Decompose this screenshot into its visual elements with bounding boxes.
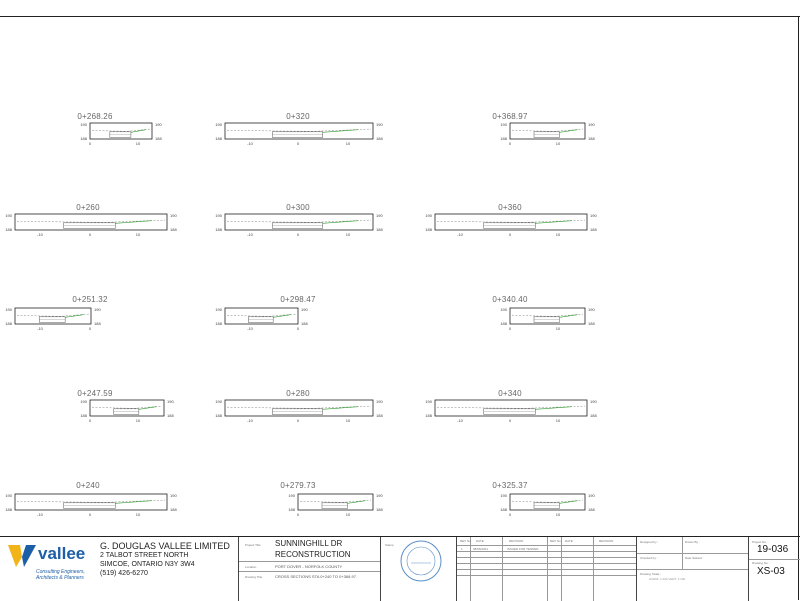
drawing-no-label: Drawing No. : [752,561,771,565]
lower-elevation-right: 188 [170,507,177,512]
upper-elevation-left: 190 [215,122,222,127]
section-frame [225,214,373,230]
rev-no-header-2: REV No. [550,539,562,543]
offset-tick-label: 10 [555,326,561,331]
lower-elevation-left: 188 [5,507,12,512]
engineer-seal-icon [399,539,443,583]
upper-elevation-right: 190 [376,493,383,498]
lower-elevation-right: 188 [588,321,595,326]
upper-elevation-left: 190 [80,399,87,404]
lower-elevation-left: 188 [5,227,12,232]
upper-elevation-right: 190 [167,399,174,404]
company-name: G. DOUGLAS VALLEE LIMITED [100,541,230,551]
rev-text-header: REVISION [509,539,524,543]
station-label: 0+325.37 [492,481,528,490]
project-title-line-2: RECONSTRUCTION [275,550,351,559]
upper-elevation-left: 190 [215,213,222,218]
offset-tick-label: 0 [508,141,512,146]
cross-section-plot [425,399,597,423]
revision-block [456,537,636,601]
station-label: 0+360 [498,203,522,212]
project-title-label: Project Title [245,543,261,547]
offset-tick-label: 0 [296,232,300,237]
upper-elevation-right: 190 [301,307,308,312]
drawing-scale-value: HORIZ. 1:200 VERT. 1:100 [649,577,686,581]
station-label: 0+300 [286,203,310,212]
offset-tick-label: 10 [555,512,561,517]
offset-tick-label: 0 [296,418,300,423]
lower-elevation-right: 188 [155,136,162,141]
company-block [0,537,238,601]
cross-section-plot [5,493,177,517]
upper-elevation-right: 190 [94,307,101,312]
offset-tick-label: 10 [135,232,141,237]
lower-elevation-left: 188 [500,507,507,512]
section-frame [225,308,298,324]
logo-wordmark: vallee [38,544,86,563]
offset-tick-label: -10 [247,141,253,146]
offset-tick-label: 10 [345,512,351,517]
cross-section-plot [215,399,383,423]
upper-elevation-left: 190 [425,213,432,218]
stamp-block [380,537,456,601]
lower-elevation-right: 188 [301,321,308,326]
location-value: PORT DOVER - NORFOLK COUNTY [275,564,343,569]
upper-elevation-right: 190 [590,213,597,218]
upper-elevation-left: 190 [500,122,507,127]
project-title-line-1: SUNNINGHILL DR [275,539,343,548]
rev-date-header: DATE [476,539,484,543]
lower-elevation-left: 188 [425,227,432,232]
project-title-block [238,537,380,601]
sheet-border-top [0,16,800,17]
lower-elevation-right: 188 [376,136,383,141]
station-label: 0+240 [76,481,100,490]
upper-elevation-right: 190 [590,399,597,404]
rev-row-no: 1 [461,547,463,551]
sheet-border-right [798,16,799,600]
cross-section-plot [500,122,595,146]
upper-elevation-right: 190 [588,122,595,127]
upper-elevation-left: 190 [5,493,12,498]
lower-elevation-right: 188 [167,413,174,418]
rev-row-text: ISSUED FOR TENDER [507,547,539,551]
lower-elevation-right: 188 [94,321,101,326]
cross-section-plot [80,399,174,423]
offset-tick-label: -10 [37,512,43,517]
project-no-label: Project No. : [752,540,769,544]
station-label: 0+368.97 [492,112,528,121]
station-label: 0+247.59 [77,389,113,398]
proposed-grade-line [139,407,157,410]
offset-tick-label: 0 [508,418,512,423]
rev-text-header-2: REVISION [599,539,614,543]
station-label: 0+260 [76,203,100,212]
design-info-block [636,537,748,601]
lower-elevation-right: 188 [376,413,383,418]
rev-date-header-2: DATE [565,539,573,543]
offset-tick-label: 0 [296,512,300,517]
company-address-1: 2 TALBOT STREET NORTH [100,552,189,559]
lower-elevation-left: 188 [500,321,507,326]
drawing-title-label: Drawing Title [245,575,263,579]
offset-tick-label: 10 [345,141,351,146]
lower-elevation-right: 188 [376,227,383,232]
upper-elevation-left: 190 [500,493,507,498]
offset-tick-label: 0 [508,512,512,517]
upper-elevation-left: 190 [5,213,12,218]
upper-elevation-left: 190 [5,307,12,312]
lower-elevation-right: 188 [376,507,383,512]
offset-tick-label: -10 [37,326,43,331]
offset-tick-label: -10 [37,232,43,237]
offset-tick-label: 10 [135,141,141,146]
upper-elevation-right: 190 [588,307,595,312]
upper-elevation-right: 190 [376,213,383,218]
cross-section-plot [425,213,597,237]
station-label: 0+251.32 [72,295,108,304]
offset-tick-label: 0 [88,232,92,237]
upper-elevation-right: 190 [376,122,383,127]
offset-tick-label: 0 [88,141,92,146]
upper-elevation-left: 190 [215,307,222,312]
station-label: 0+340 [498,389,522,398]
location-label: Location [245,565,257,569]
upper-elevation-right: 190 [155,122,162,127]
station-label: 0+340.40 [492,295,528,304]
proposed-grade-line [273,315,291,318]
lower-elevation-left: 188 [80,413,87,418]
cross-section-plot [5,213,177,237]
upper-elevation-left: 190 [288,493,295,498]
lower-elevation-right: 188 [588,507,595,512]
logo-tagline-2: Architects & Planners [36,575,84,581]
rev-row-date: 08/06/2021 [473,547,489,551]
section-frame [225,400,373,416]
upper-elevation-right: 190 [170,213,177,218]
drawing-scale-label: Drawing Scale : [640,572,662,576]
offset-tick-label: 10 [345,232,351,237]
cross-section-plot [215,213,383,237]
offset-tick-label: 10 [555,141,561,146]
offset-tick-label: 0 [296,141,300,146]
offset-tick-label: 0 [296,326,300,331]
upper-elevation-right: 190 [588,493,595,498]
upper-elevation-left: 190 [80,122,87,127]
offset-tick-label: -10 [247,232,253,237]
offset-tick-label: 0 [88,326,92,331]
offset-tick-label: -10 [457,418,463,423]
offset-tick-label: 10 [135,418,141,423]
lower-elevation-left: 188 [5,321,12,326]
upper-elevation-right: 190 [376,399,383,404]
offset-tick-label: 10 [135,512,141,517]
station-label: 0+298.47 [280,295,316,304]
drawing-title-value: CROSS SECTIONS STA 0+240 TO 0+368.97 [275,574,356,579]
offset-tick-label: 10 [555,232,561,237]
company-address-2: SIMCOE, ONTARIO N3Y 3W4 [100,561,195,568]
cross-section-plot [500,493,595,517]
cross-section-plot [288,493,383,517]
offset-tick-label: 10 [345,418,351,423]
station-label: 0+279.73 [280,481,316,490]
upper-elevation-left: 190 [215,399,222,404]
offset-tick-label: -10 [247,418,253,423]
lower-elevation-left: 188 [215,227,222,232]
date-started-label: Date Started : [685,556,704,560]
offset-tick-label: 0 [88,512,92,517]
lower-elevation-right: 188 [588,136,595,141]
lower-elevation-left: 188 [80,136,87,141]
section-frame [225,123,373,139]
cross-section-plot [5,307,101,331]
offset-tick-label: -10 [247,326,253,331]
cross-section-plot [215,307,308,331]
station-label: 0+268.26 [77,112,113,121]
upper-elevation-left: 190 [425,399,432,404]
cross-section-plot [215,122,383,146]
lower-elevation-right: 188 [590,413,597,418]
lower-elevation-left: 188 [425,413,432,418]
upper-elevation-left: 190 [500,307,507,312]
title-block [0,536,800,601]
offset-tick-label: 0 [508,232,512,237]
offset-tick-label: -10 [457,232,463,237]
offset-tick-label: 0 [88,418,92,423]
number-block [748,537,800,601]
rev-no-header: REV No. [460,539,472,543]
lower-elevation-right: 188 [590,227,597,232]
drawing-number: XS-03 [757,566,785,577]
stamp-label: Stamp [385,543,394,547]
cross-section-plot [80,122,162,146]
vallee-logo-icon [8,545,36,569]
station-label: 0+280 [286,389,310,398]
lower-elevation-left: 188 [288,507,295,512]
project-number: 19-036 [757,544,789,555]
drawn-by-label: Drawn By : [685,540,700,544]
logo-tagline-1: Consulting Engineers, [36,569,85,575]
lower-elevation-left: 188 [500,136,507,141]
cross-section-plot [500,307,595,331]
lower-elevation-left: 188 [215,413,222,418]
offset-tick-label: 0 [508,326,512,331]
lower-elevation-left: 188 [215,136,222,141]
checked-by-label: Checked by : [640,556,658,560]
designed-by-label: Designed by : [640,540,659,544]
company-phone: (519) 426-6270 [100,570,148,577]
offset-tick-label: 10 [555,418,561,423]
lower-elevation-right: 188 [170,227,177,232]
upper-elevation-right: 190 [170,493,177,498]
lower-elevation-left: 188 [215,321,222,326]
station-label: 0+320 [286,112,310,121]
